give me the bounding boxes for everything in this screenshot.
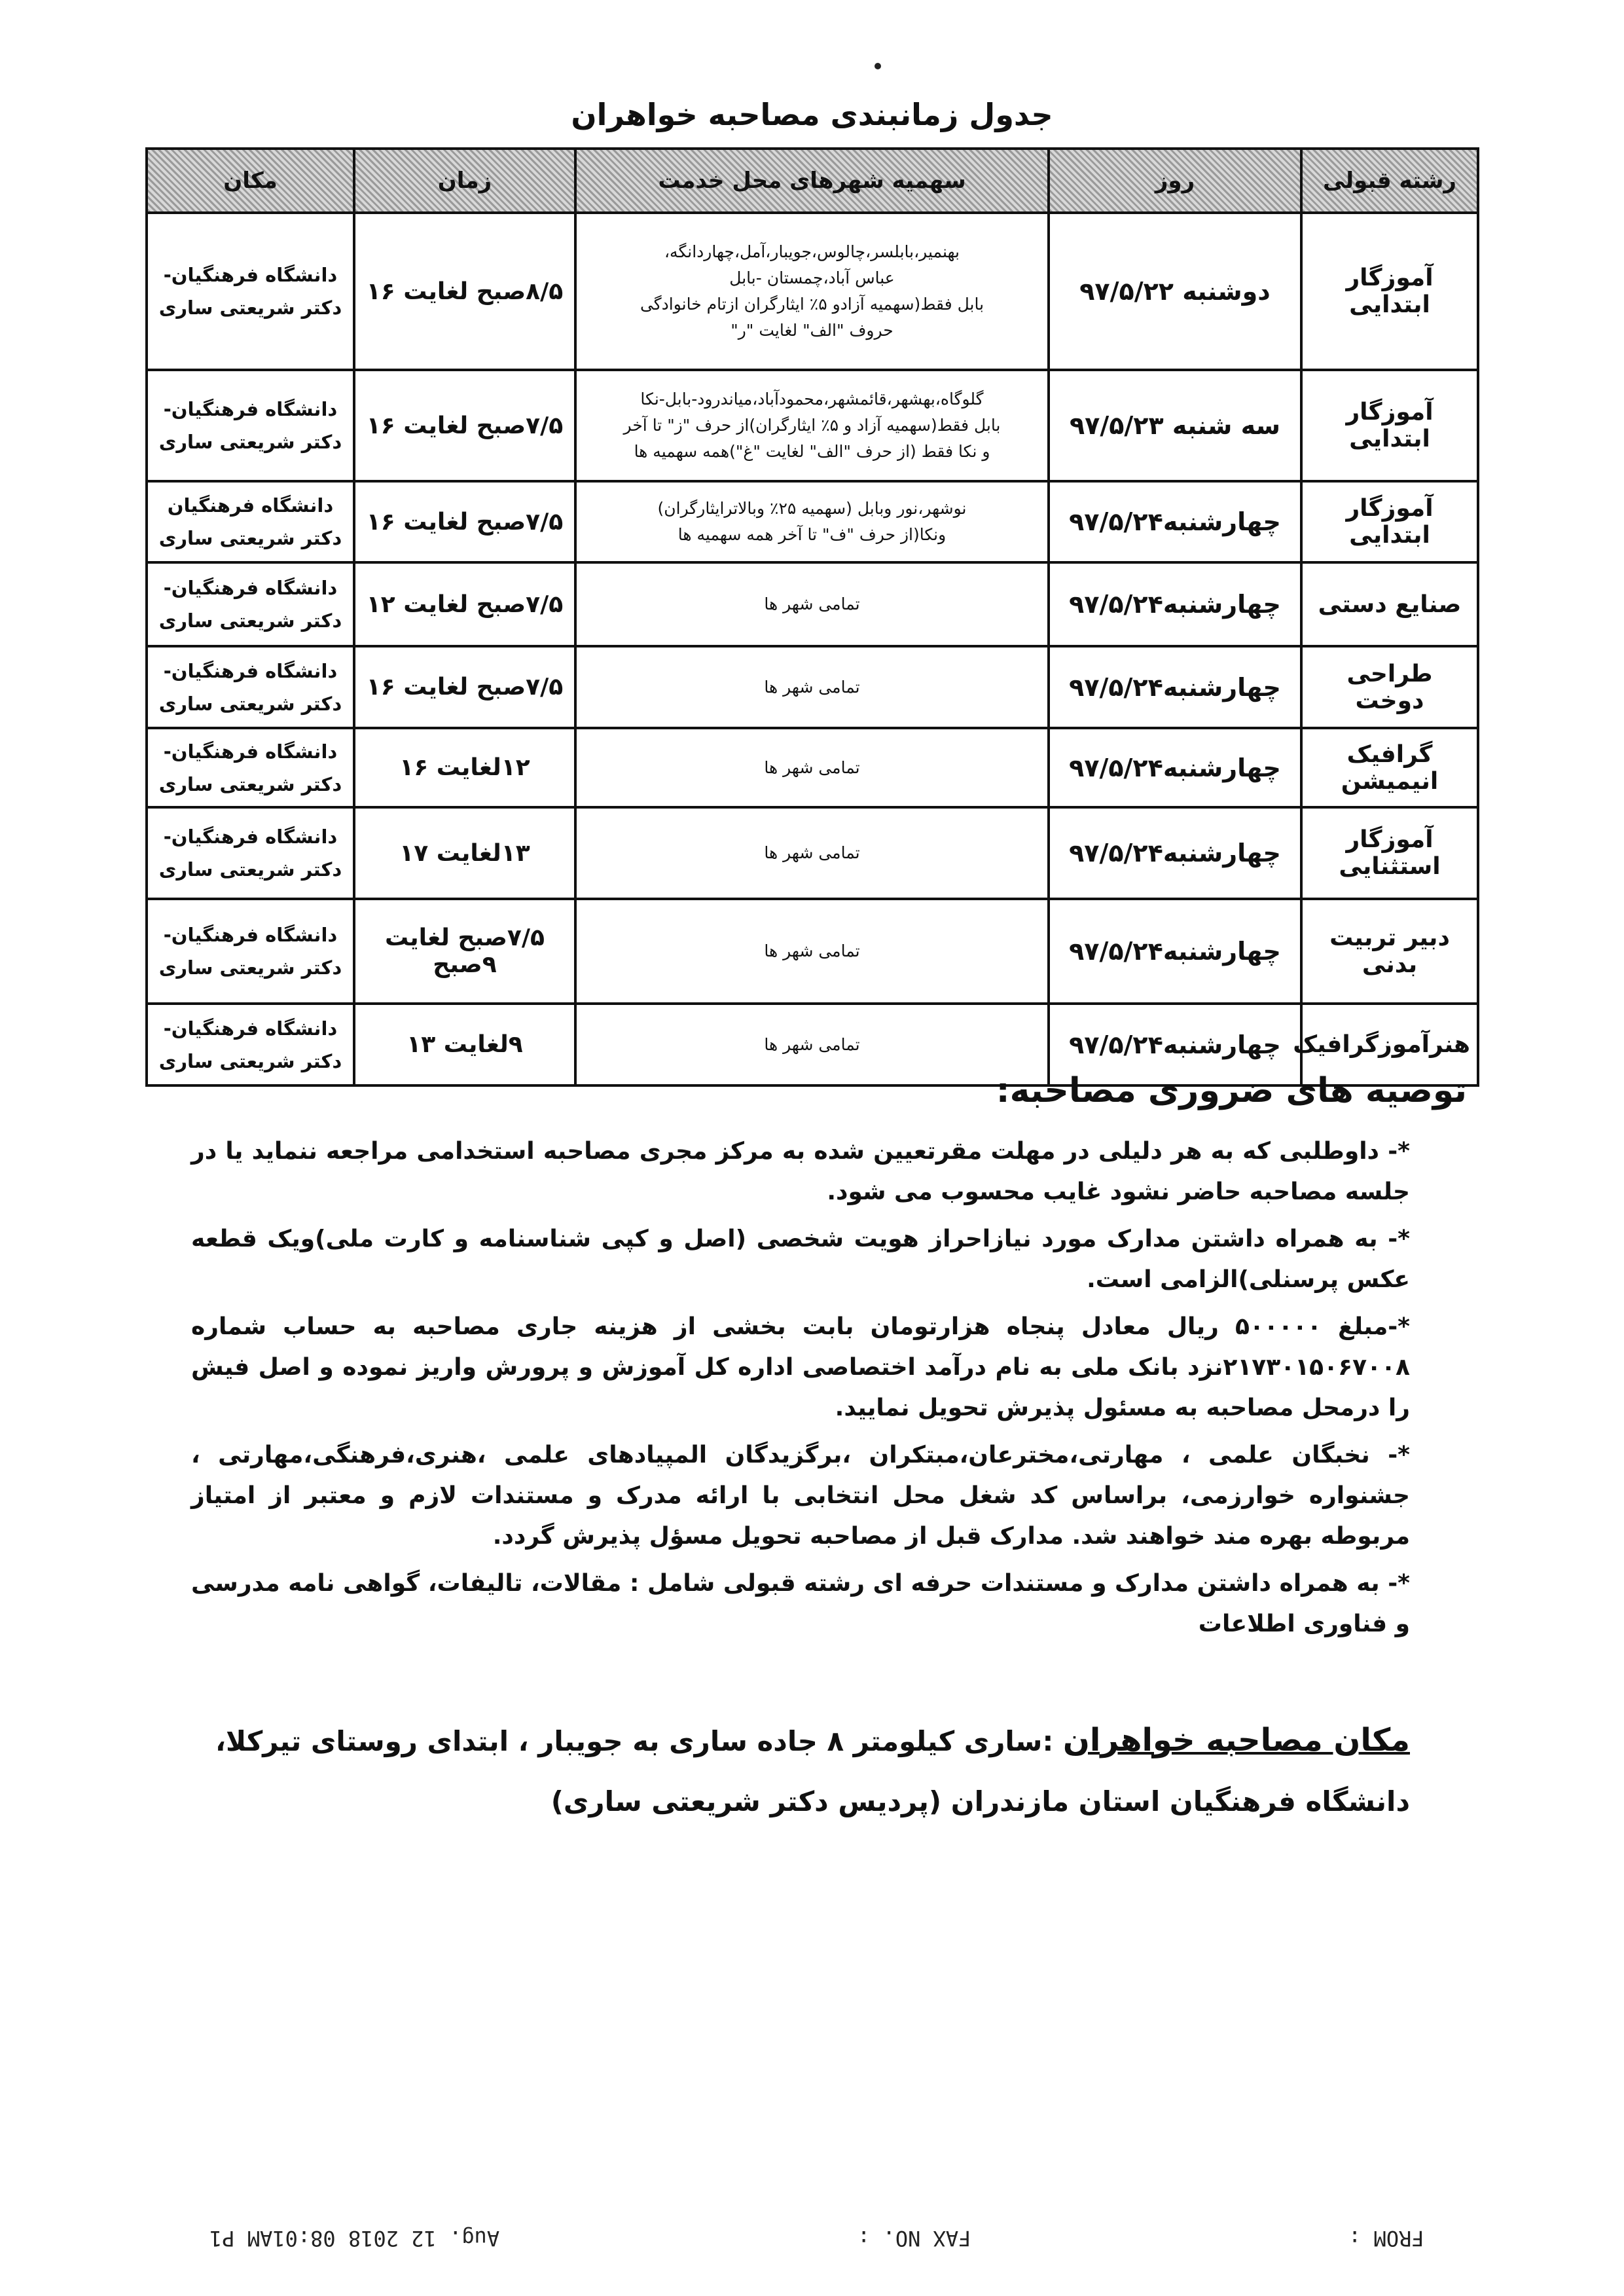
cell-field: آموزگار ابتدایی [1301, 370, 1478, 481]
cell-time: ۱۲لغایت ۱۶ [354, 728, 575, 807]
place-line: دانشگاه فرهنگیان- [163, 826, 338, 848]
cell-quota [575, 213, 1049, 370]
cell-quota [575, 562, 1049, 646]
cell-place [147, 562, 354, 646]
cell-place [147, 481, 354, 562]
quota-line: تمامی شهر ها [764, 1034, 860, 1054]
cell-day: چهارشنبه۹۷/۵/۲۴ [1049, 562, 1301, 646]
cell-day: چهارشنبه۹۷/۵/۲۴ [1049, 646, 1301, 728]
cell-quota [575, 728, 1049, 807]
quota-line: نوشهر،نور وبابل (سهمیه ۲۵٪ وبالاترایثارگران) [657, 499, 967, 518]
cell-day: چهارشنبه۹۷/۵/۲۴ [1049, 481, 1301, 562]
cell-time: ۱۳لغایت ۱۷ [354, 807, 575, 899]
cell-day: چهارشنبه۹۷/۵/۲۴ [1049, 899, 1301, 1004]
header-field: رشته قبولی [1301, 149, 1478, 213]
cell-quota [575, 899, 1049, 1004]
page-title: جدول زمانبندی مصاحبه خواهران [571, 97, 1053, 132]
cell-field: گرافیک انیمیشن [1301, 728, 1478, 807]
quota-line: گلوگاه،بهشهر،قائمشهر،محمودآباد،میاندرود-بابل-نکا [640, 390, 984, 409]
quota-line: و نکا فقط (از حرف "الف" لغایت "غ")همه سهمیه ها [634, 442, 990, 461]
place-line: دانشگاه فرهنگیان [167, 494, 334, 517]
cell-place [147, 899, 354, 1004]
quota-line: حروف "الف" لغایت "ر" [731, 321, 893, 340]
cell-time: ۷/۵صبح لغایت ۹صبح [354, 899, 575, 1004]
fax-from-label: FROM : [1348, 2226, 1424, 2251]
cell-place [147, 646, 354, 728]
recommendation-item: *- به همراه داشتن مدارک و مستندات حرفه ای رشته قبولی شامل : مقالات، تالیفات، گواهی نامه مدرسی و فناوری اطلاعات [191, 1570, 1410, 1637]
cell-time: ۷/۵صبح لغایت ۱۲ [354, 562, 575, 646]
quota-line: تمامی شهر ها [764, 941, 860, 960]
cell-field: طراحی دوخت [1301, 646, 1478, 728]
location-text: :ساری کیلومتر ۸ جاده ساری به جویبار ، ابتدای روستای تیرکلا، دانشگاه فرهنگیان استان مازندران (پردیس دکتر شریعتی ساری) [215, 1725, 1410, 1817]
table-row [147, 807, 1478, 899]
header-time: زمان [354, 149, 575, 213]
recommendation-item: *- به همراه داشتن مدارک مورد نیازاحراز هویت شخصی (اصل و کپی شناسنامه و کارت ملی)ویک قطعه عکس پرسنلی)الزامی است. [191, 1226, 1410, 1293]
table-row [147, 213, 1478, 370]
recommendations-list [191, 1131, 1410, 1651]
cell-place [147, 370, 354, 481]
recommendation-item: *- داوطلبی که به هر دلیلی در مهلت مقرتعیین شده به مرکز مجری مصاحبه استخدامی مراجعه ننماید یا در جلسه مصاحبه حاضر نشود غایب محسوب می شود. [191, 1138, 1410, 1205]
cell-day: چهارشنبه۹۷/۵/۲۴ [1049, 1004, 1301, 1085]
cell-field: هنرآموزگرافیک [1301, 1004, 1478, 1085]
place-line: دکتر شریعتی ساری [158, 773, 342, 795]
schedule-table [145, 147, 1479, 1087]
place-line: دانشگاه فرهنگیان- [163, 577, 338, 599]
cell-field: آموزگار ابتدایی [1301, 213, 1478, 370]
table-row [147, 562, 1478, 646]
interview-location [191, 1710, 1410, 1832]
place-line: دکتر شریعتی ساری [158, 957, 342, 979]
cell-time: ۹لغایت ۱۳ [354, 1004, 575, 1085]
cell-field: آموزگار ابتدایی [1301, 481, 1478, 562]
recommendation-item: *-مبلغ ۵۰۰۰۰۰ ریال معادل پنجاه هزارتومان بابت بخشی از هزینه جاری مصاحبه به حساب شماره ۲۱۷۳۰۱۵۰۶۷۰۰۸نزد بانک ملی به نام درآمد اختصاصی اداره کل آموزش و پرورش واریز نموده و اصل فیش را درمحل مصاحبه به مسئول پذیرش تحویل نمایید. [191, 1313, 1410, 1421]
location-label: مکان مصاحبه خواهران [1062, 1722, 1410, 1758]
quota-line: تمامی شهر ها [764, 677, 860, 697]
table-body [147, 213, 1478, 1085]
cell-day: دوشنبه ۹۷/۵/۲۲ [1049, 213, 1301, 370]
place-line: دکتر شریعتی ساری [158, 610, 342, 632]
table-header-row [147, 149, 1478, 213]
cell-day: سه شنبه ۹۷/۵/۲۳ [1049, 370, 1301, 481]
table-row [147, 481, 1478, 562]
place-line: دکتر شریعتی ساری [158, 692, 342, 715]
place-line: دکتر شریعتی ساری [158, 297, 342, 319]
place-line: دانشگاه فرهنگیان- [163, 398, 338, 420]
quota-line: ونکا(از حرف "ف" تا آخر همه سهمیه ها [677, 525, 947, 544]
stray-dot [875, 63, 881, 69]
place-line: دکتر شریعتی ساری [158, 1049, 342, 1072]
cell-quota [575, 646, 1049, 728]
table-row [147, 370, 1478, 481]
header-place: مکان [147, 149, 354, 213]
place-line: دانشگاه فرهنگیان- [163, 924, 338, 946]
header-quota: سهمیه شهرهای محل خدمت [575, 149, 1049, 213]
cell-field: صنایع دستی [1301, 562, 1478, 646]
place-line: دانشگاه فرهنگیان- [163, 264, 338, 286]
quota-line: بابل فقط(سهمیه آزاد و ۵٪ ایثارگران)از حرف "ز" تا آخر [623, 416, 1001, 435]
recommendation-item: *- نخبگان علمی ، مهارتی،مخترعان،مبتکران ،برگزیدگان المپیادهای علمی ،هنری،فرهنگی،مهارتی ، جشنواره خوارزمی، براساس کد شغل محل انتخابی با ارائه مدرک و مستندات لازم و معتبر از امتیاز مربوطه بهره مند خواهند شد. مدارک قبل از مصاحبه تحویل مسؤل پذیرش گردد. [191, 1442, 1410, 1550]
table-row [147, 646, 1478, 728]
cell-quota [575, 370, 1049, 481]
cell-field: آموزگار استثنایی [1301, 807, 1478, 899]
place-line: دکتر شریعتی ساری [158, 527, 342, 549]
header-day: روز [1049, 149, 1301, 213]
cell-place [147, 807, 354, 899]
place-line: دانشگاه فرهنگیان- [163, 659, 338, 682]
place-line: دانشگاه فرهنگیان- [163, 740, 338, 763]
place-line: دکتر شریعتی ساری [158, 431, 342, 453]
cell-day: چهارشنبه۹۷/۵/۲۴ [1049, 807, 1301, 899]
fax-datetime: Aug. 12 2018 08:01AM P1 [209, 2226, 500, 2251]
cell-place [147, 1004, 354, 1085]
cell-time: ۸/۵صبح لغایت ۱۶ [354, 213, 575, 370]
cell-place [147, 728, 354, 807]
cell-field: دبیر تربیت بدنی [1301, 899, 1478, 1004]
table-row [147, 728, 1478, 807]
place-line: دکتر شریعتی ساری [158, 858, 342, 881]
place-line: دانشگاه فرهنگیان- [163, 1017, 338, 1040]
cell-quota [575, 807, 1049, 899]
quota-line: عباس آباد،چمستان -بابل [729, 268, 895, 287]
quota-line: بهنمیر،بابلسر،چالوس،جویبار،آمل،چهاردانگه، [664, 242, 960, 261]
cell-time: ۷/۵صبح لغایت ۱۶ [354, 481, 575, 562]
fax-number-label: FAX NO. : [857, 2226, 971, 2251]
cell-time: ۷/۵صبح لغایت ۱۶ [354, 646, 575, 728]
cell-place [147, 213, 354, 370]
quota-line: بابل فقط(سهمیه آزادو ۵٪ ایثارگران ازتام خانوادگی [640, 295, 984, 314]
recommendations-heading: توصیه های ضروری مصاحبه: [996, 1071, 1467, 1110]
table-row [147, 899, 1478, 1004]
cell-quota [575, 1004, 1049, 1085]
quota-line: تمامی شهر ها [764, 594, 860, 613]
quota-line: تمامی شهر ها [764, 757, 860, 777]
cell-day: چهارشنبه۹۷/۵/۲۴ [1049, 728, 1301, 807]
quota-line: تمامی شهر ها [764, 843, 860, 862]
cell-quota [575, 481, 1049, 562]
cell-time: ۷/۵صبح لغایت ۱۶ [354, 370, 575, 481]
